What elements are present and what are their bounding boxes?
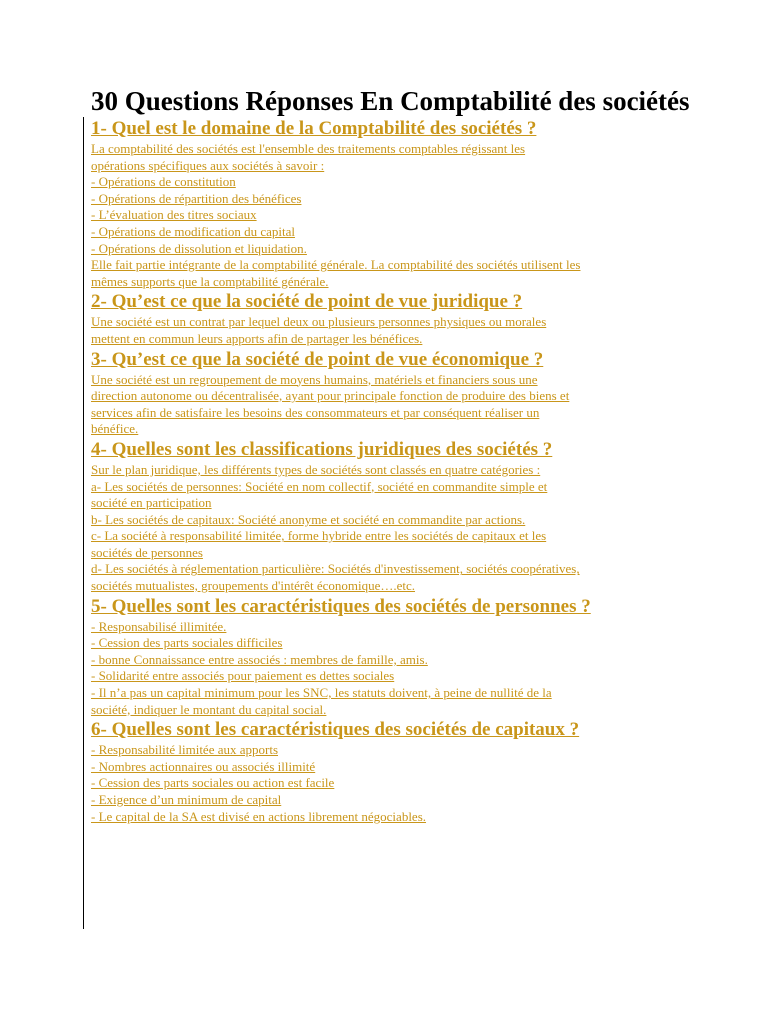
section-4-answer-link[interactable]: Sur le plan juridique, les différents types de sociétés sont classés en quatre catégories : a- Les sociétés de personnes: Société en nom collectif, société en commandite simple et société en participation b- Les sociétés de capitaux: Société anonyme et société en commandite par actions. c- La société à responsabilité limitée, forme hybride entre les sociétés de capitaux et les sociétés de personnes d- Les sociétés à réglementation particulière: Sociétés d'investissement, sociétés coopératives, sociétés mutualistes, groupements d'intérêt économique….etc. xyxy=(91,461,580,594)
section-6-heading-link[interactable]: 6- Quelles sont les caractéristiques des sociétés de capitaux ? xyxy=(91,719,580,741)
section-4 xyxy=(91,438,691,595)
section-3-heading-link[interactable]: 3- Qu’est ce que la société de point de vue économique ? xyxy=(91,348,544,370)
section-1-heading-link[interactable]: 1- Quel est le domaine de la Comptabilité des sociétés ? xyxy=(91,118,537,139)
section-4-heading-link[interactable]: 4- Quelles sont les classifications juridiques des sociétés ? xyxy=(91,438,553,460)
document-content xyxy=(91,86,691,825)
document-title: 30 Questions Réponses En Comptabilité des sociétés xyxy=(91,86,690,116)
section-3-answer-link[interactable]: Une société est un regroupement de moyens humains, matériels et financiers sous une direction autonome ou décentralisée, ayant pour principale fonction de produire des biens et services afin de satisfaire les besoins des consommateurs et par conséquent réaliser un bénéfice. xyxy=(91,371,570,437)
left-margin-rule xyxy=(83,117,84,929)
section-1-answer-link[interactable]: La comptabilité des sociétés est l'ensemble des traitements comptables régissant les opérations spécifiques aux sociétés à savoir : - Opérations de constitution - Opérations de répartition des bénéfices - L’évaluation des titres sociaux - Opérations de modification du capital - Opérations de dissolution et liquidation. Elle fait partie intégrante de la comptabilité générale. La comptabilité des sociétés utilisent les mêmes supports que la comptabilité générale. xyxy=(91,141,581,289)
section-3 xyxy=(91,348,691,438)
section-2 xyxy=(91,290,691,347)
section-6 xyxy=(91,718,691,825)
section-2-answer-link[interactable]: Une société est un contrat par lequel deux ou plusieurs personnes physiques ou morales mettent en commun leurs apports afin de partager les bénéfices. xyxy=(91,314,547,346)
section-5 xyxy=(91,595,691,719)
section-5-answer-link[interactable]: - Responsabilisé illimitée. - Cession des parts sociales difficiles - bonne Connaissance entre associés : membres de famille, amis. - Solidarité entre associés pour paiement es dettes sociales - Il n’a pas un capital minimum pour les SNC, les statuts doivent, à peine de nullité de la société, indiquer le montant du capital social. xyxy=(91,618,552,717)
section-6-answer-link[interactable]: - Responsabilité limitée aux apports - Nombres actionnaires ou associés illimité - Cession des parts sociales ou action est facile - Exigence d’un minimum de capital - Le capital de la SA est divisé en actions librement négociables. xyxy=(91,742,427,824)
section-2-heading-link[interactable]: 2- Qu’est ce que la société de point de vue juridique ? xyxy=(91,291,523,313)
section-5-heading-link[interactable]: 5- Quelles sont les caractéristiques des sociétés de personnes ? xyxy=(91,595,591,617)
section-1 xyxy=(91,117,691,290)
